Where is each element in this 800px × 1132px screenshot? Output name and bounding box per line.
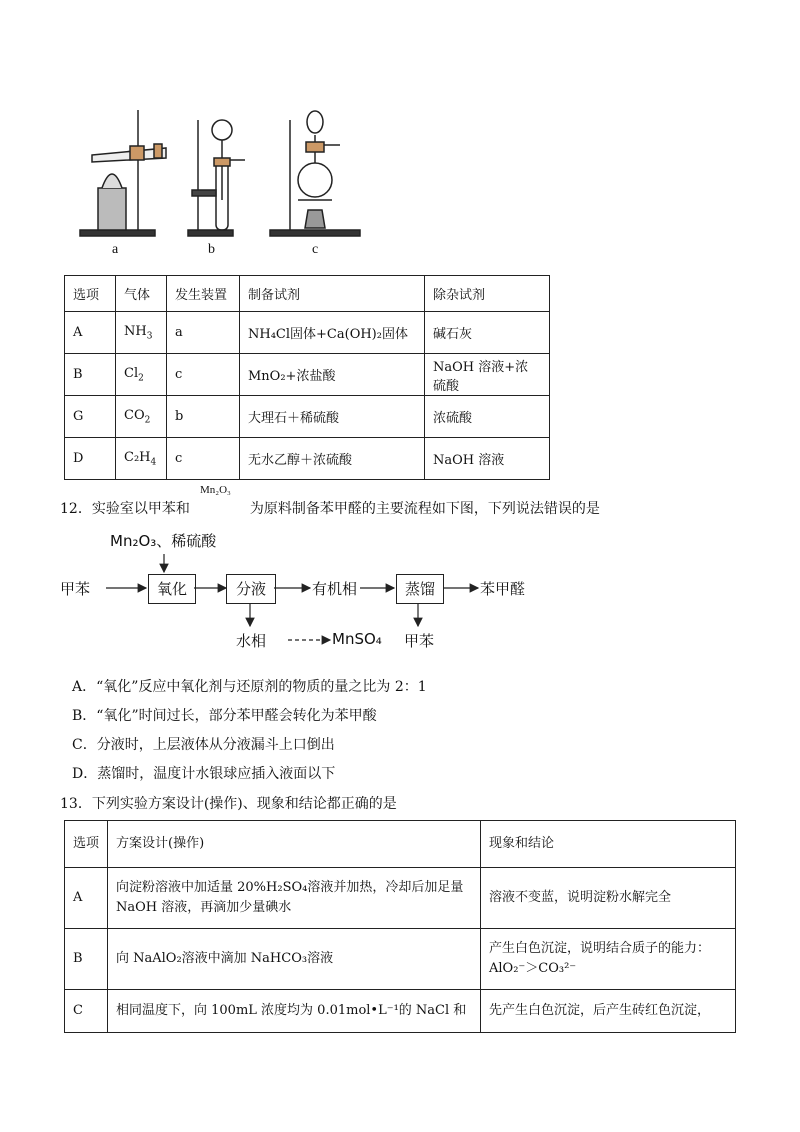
header-cell: 除杂试剂 bbox=[425, 276, 550, 312]
figure-label-b: b bbox=[208, 242, 215, 257]
reagent-cell: 大理石＋稀硫酸 bbox=[240, 396, 425, 438]
purify-cell: NaOH 溶液 bbox=[425, 438, 550, 480]
q12-option-a: A．“氧化”反应中氧化剂与还原剂的物质的量之比为 2：1 bbox=[72, 679, 427, 695]
reagent-cell: 无水乙醇＋浓硫酸 bbox=[240, 438, 425, 480]
result-cell: 溶液不变蓝，说明淀粉水解完全 bbox=[481, 868, 736, 929]
design-cell: 相同温度下，向 100mL 浓度均为 0.01mol•L⁻¹的 NaCl 和 bbox=[108, 990, 481, 1033]
table-row bbox=[65, 312, 550, 354]
flow-box-separation: 分液 bbox=[226, 574, 276, 604]
q12-option-b: B．“氧化”时间过长，部分苯甲醛会转化为苯甲酸 bbox=[72, 708, 377, 724]
header-cell: 气体 bbox=[116, 276, 167, 312]
q13-stem: 13．下列实验方案设计(操作)、现象和结论都正确的是 bbox=[60, 796, 397, 812]
gas-formula: Cl bbox=[124, 365, 139, 381]
figure-label-c: c bbox=[312, 242, 319, 257]
option-cell: C bbox=[65, 990, 108, 1033]
table-row bbox=[65, 396, 550, 438]
option-cell: D bbox=[65, 438, 116, 480]
gas-cell bbox=[116, 312, 167, 354]
gas-preparation-table bbox=[64, 275, 550, 480]
flow-organic-phase: 有机相 bbox=[312, 580, 358, 598]
gas-subscript: 3 bbox=[146, 331, 153, 342]
q12-option-c: C．分液时，上层液体从分液漏斗上口倒出 bbox=[72, 737, 335, 753]
flow-end-benzaldehyde: 苯甲醛 bbox=[480, 580, 526, 598]
header-cell: 选项 bbox=[65, 276, 116, 312]
design-cell: 向淀粉溶液中加适量 20%H₂SO₄溶液并加热，冷却后加足量 NaOH 溶液，再滴加少量碘水 bbox=[108, 868, 481, 929]
result-cell: 先产生白色沉淀，后产生砖红色沉淀， bbox=[481, 990, 736, 1033]
option-cell: B bbox=[65, 354, 116, 396]
flow-start-toluene: 甲苯 bbox=[60, 580, 91, 598]
gas-formula: C₂H bbox=[124, 449, 151, 465]
option-cell: A bbox=[65, 312, 116, 354]
table-row bbox=[65, 354, 550, 396]
gas-cell bbox=[116, 396, 167, 438]
gas-subscript: 2 bbox=[144, 415, 151, 426]
q12-stem bbox=[60, 498, 600, 518]
table-header-row bbox=[65, 821, 736, 868]
table-row bbox=[65, 868, 736, 929]
gas-subscript: 4 bbox=[150, 457, 157, 468]
device-cell: a bbox=[167, 312, 240, 354]
flow-box-oxidation: 氧化 bbox=[148, 574, 196, 604]
reagent-cell: MnO₂+浓盐酸 bbox=[240, 354, 425, 396]
device-cell: c bbox=[167, 354, 240, 396]
q12-text-before: 12．实验室以甲苯和 bbox=[60, 501, 190, 517]
gas-formula: NH bbox=[124, 323, 147, 339]
header-cell: 方案设计(操作) bbox=[108, 821, 481, 868]
table-row bbox=[65, 438, 550, 480]
table-row bbox=[65, 929, 736, 990]
gas-formula: CO bbox=[124, 407, 145, 423]
option-cell: B bbox=[65, 929, 108, 990]
q12-superscript-label: Mn₂O₃ bbox=[200, 484, 231, 496]
table-row bbox=[65, 990, 736, 1033]
device-cell: c bbox=[167, 438, 240, 480]
q12-text-after: 为原料制备苯甲醛的主要流程如下图，下列说法错误的是 bbox=[249, 501, 600, 517]
apparatus-drawing bbox=[70, 100, 370, 240]
flow-recovered-toluene: 甲苯 bbox=[404, 632, 435, 650]
flow-mnso4: MnSO₄ bbox=[332, 630, 382, 648]
flow-box-distillation: 蒸馏 bbox=[396, 574, 444, 604]
header-cell: 制备试剂 bbox=[240, 276, 425, 312]
experiment-table bbox=[64, 820, 736, 1033]
header-cell: 发生装置 bbox=[167, 276, 240, 312]
option-cell: G bbox=[65, 396, 116, 438]
gas-subscript: 2 bbox=[138, 373, 144, 384]
result-cell: 产生白色沉淀，说明结合质子的能力：AlO₂⁻＞CO₃²⁻ bbox=[481, 929, 736, 990]
flow-input-reagents: Mn₂O₃、稀硫酸 bbox=[110, 532, 217, 550]
purify-cell: NaOH 溶液+浓硫酸 bbox=[425, 354, 550, 396]
header-cell: 选项 bbox=[65, 821, 108, 868]
option-cell: A bbox=[65, 868, 108, 929]
table-header-row bbox=[65, 276, 550, 312]
reagent-cell: NH₄Cl固体+Ca(OH)₂固体 bbox=[240, 312, 425, 354]
q12-flow-diagram bbox=[60, 530, 560, 660]
figure-label-a: a bbox=[112, 242, 119, 257]
device-cell: b bbox=[167, 396, 240, 438]
gas-cell bbox=[116, 354, 167, 396]
gas-cell bbox=[116, 438, 167, 480]
q12-option-d: D．蒸馏时，温度计水银球应插入液面以下 bbox=[72, 766, 336, 782]
design-cell: 向 NaAlO₂溶液中滴加 NaHCO₃溶液 bbox=[108, 929, 481, 990]
header-cell: 现象和结论 bbox=[481, 821, 736, 868]
purify-cell: 碱石灰 bbox=[425, 312, 550, 354]
purify-cell: 浓硫酸 bbox=[425, 396, 550, 438]
flow-water-phase: 水相 bbox=[236, 632, 267, 650]
apparatus-figure bbox=[70, 100, 370, 260]
